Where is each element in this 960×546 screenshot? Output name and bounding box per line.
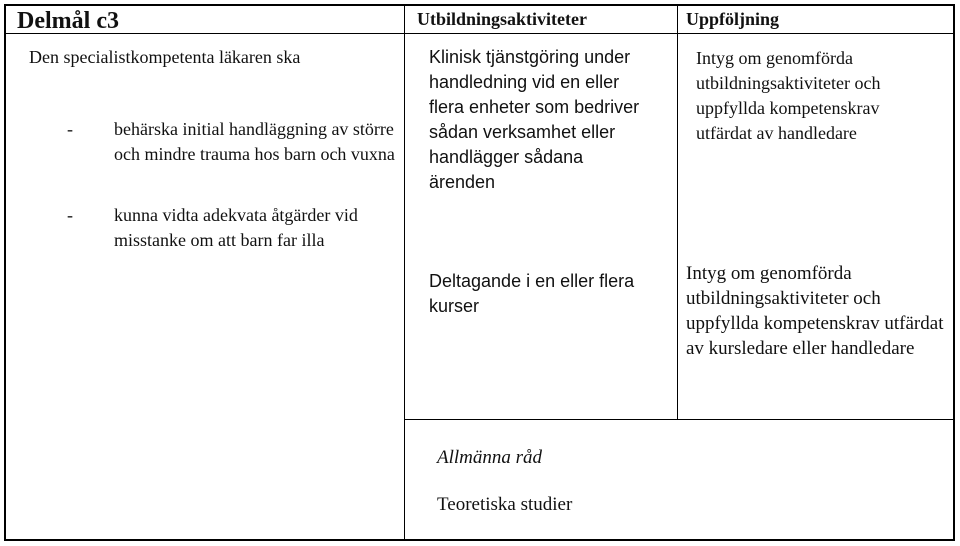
column-divider-1 bbox=[404, 4, 405, 541]
advice-divider bbox=[404, 419, 955, 420]
list-item-2: kunna vidta adekvata åtgärder vid misstanke om att barn far illa bbox=[114, 205, 358, 250]
column-divider-2 bbox=[677, 4, 678, 419]
advice-title: Allmänna råd bbox=[437, 447, 543, 468]
followup-supervisor: Intyg om genomförda utbildningsaktiviteter och uppfyllda kompetenskrav utfärdat av handledare bbox=[696, 48, 881, 143]
activity-clinical: Klinisk tjänstgöring under handledning vid en eller flera enheter som bedriver sådan verksamhet eller handlägger sådana ärenden bbox=[429, 47, 640, 192]
followup-course: Intyg om genomförda utbildningsaktiviteter och uppfyllda kompetenskrav utfärdat av kursledare eller handledare bbox=[686, 263, 944, 359]
header-divider bbox=[4, 33, 955, 34]
goal-intro: Den specialistkompetenta läkaren ska bbox=[29, 47, 301, 67]
header-followup: Uppföljning bbox=[686, 9, 780, 29]
activity-courses: Deltagande i en eller flera kurser bbox=[429, 271, 635, 316]
advice-text: Teoretiska studier bbox=[437, 494, 573, 515]
list-dash-2: - bbox=[67, 205, 73, 225]
goal-title: Delmål c3 bbox=[17, 8, 119, 34]
header-activities: Utbildningsaktiviteter bbox=[417, 9, 588, 29]
list-item-1: behärska initial handläggning av större och mindre trauma hos barn och vuxna bbox=[114, 119, 395, 164]
list-dash-1: - bbox=[67, 119, 73, 139]
